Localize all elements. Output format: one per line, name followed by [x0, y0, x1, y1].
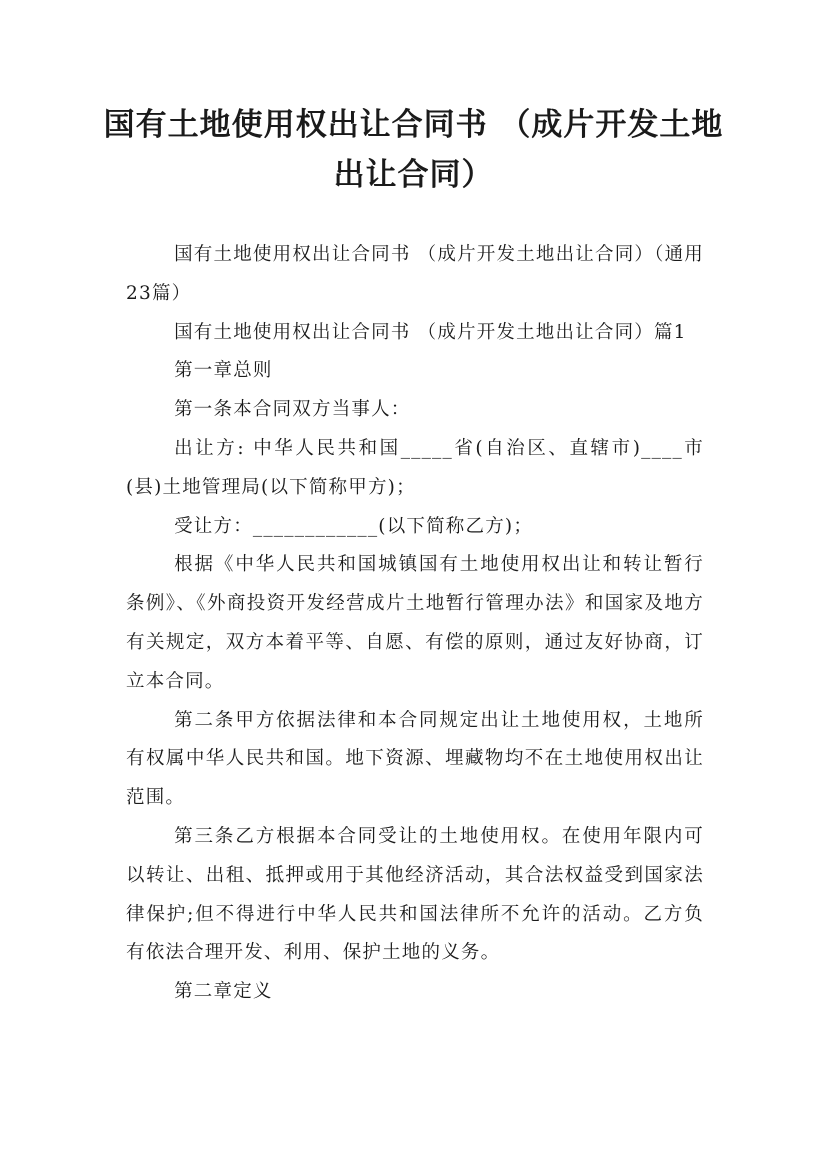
- paragraph-section-heading: 国有土地使用权出让合同书 （成片开发土地出让合同）篇1: [174, 321, 687, 343]
- legal-basis-paragraph: 根据《中华人民共和国城镇国有土地使用权出让和转让暂行条例》、《外商投资开发经营成片土地暂行管理办法》和国家及地方有关规定，双方本着平等、自愿、有偿的原则，通过友好协商，订立本合同。: [126, 554, 704, 692]
- chapter-1-heading: 第一章总则: [174, 360, 273, 382]
- article-3-paragraph: 第三条乙方根据本合同受让的土地使用权。在使用年限内可以转让、出租、抵押或用于其他经济活动，其合法权益受到国家法律保护;但不得进行中华人民共和国法律所不允许的活动。乙方负有依法合理开发、利用、保护土地的义务。: [126, 825, 704, 964]
- transferee-line: 受让方：____________(以下简称乙方)；: [174, 515, 534, 537]
- transferor-line: 出让方: 中华人民共和国_____省(自治区、直辖市)____市(县)土地管理局(以下简称甲方)；: [126, 437, 704, 498]
- document-body: [126, 236, 704, 1012]
- article-2-paragraph: 第二条甲方依据法律和本合同规定出让土地使用权，土地所有权属中华人民共和国。地下资源、埋藏物均不在土地使用权出让范围。: [126, 709, 704, 809]
- chapter-2-heading: 第二章定义: [174, 981, 273, 1003]
- paragraph-subtitle: 国有土地使用权出让合同书 （成片开发土地出让合同）（通用23篇）: [126, 244, 704, 304]
- document-title: 国有土地使用权出让合同书 （成片开发土地出让合同）: [103, 107, 724, 193]
- article-1-parties: 第一条本合同双方当事人：: [174, 399, 411, 421]
